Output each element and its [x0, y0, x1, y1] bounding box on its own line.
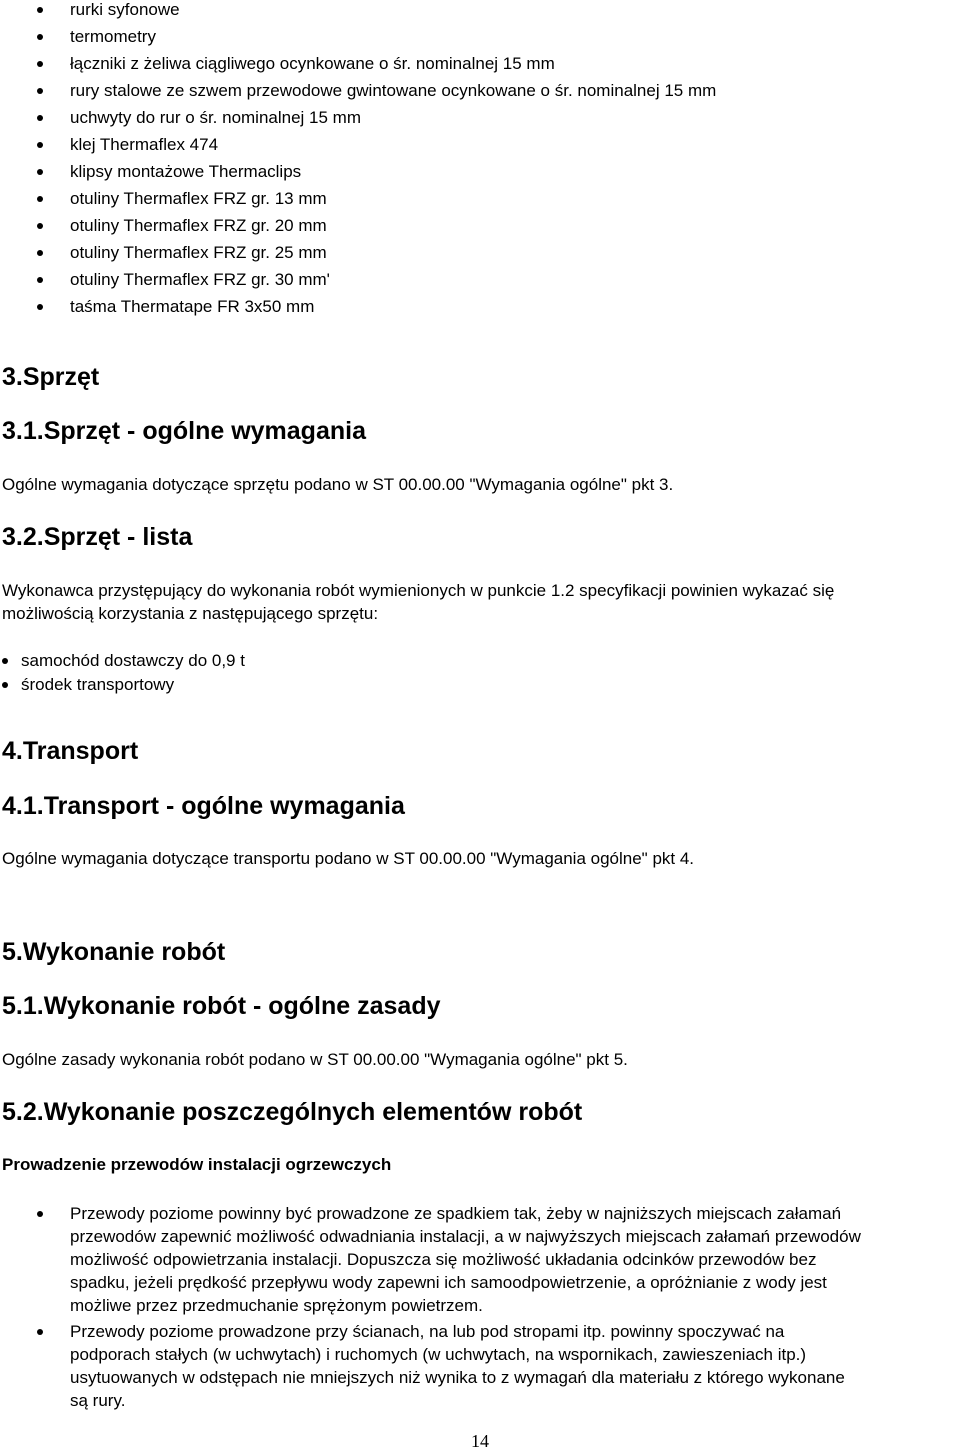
bullet-icon	[37, 277, 43, 283]
section-4-1-text: Ogólne wymagania dotyczące transportu podano w ST 00.00.00 "Wymagania ogólne" pkt 4.	[2, 849, 695, 868]
list-item: klipsy montażowe Thermaclips	[0, 158, 716, 185]
list-item: otuliny Thermaflex FRZ gr. 25 mm	[0, 239, 716, 266]
list-item: taśma Thermatape FR 3x50 mm	[0, 293, 716, 320]
bullet-icon	[37, 169, 43, 175]
bullet-icon	[37, 61, 43, 67]
list-item: rury stalowe ze szwem przewodowe gwintowane ocynkowane o śr. nominalnej 15 mm	[0, 77, 716, 104]
list-item: klej Thermaflex 474	[0, 131, 716, 158]
materials-list	[0, 0, 716, 320]
list-item: otuliny Thermaflex FRZ gr. 20 mm	[0, 212, 716, 239]
section-3-2-text-line1: Wykonawca przystępujący do wykonania robót wymienionych w punkcie 1.2 specyfikacji powinien wykazać się	[2, 581, 835, 600]
section-5-2-heading: 5.2.Wykonanie poszczególnych elementów robót	[2, 1098, 583, 1126]
section-5-1-heading: 5.1.Wykonanie robót - ogólne zasady	[2, 992, 441, 1020]
bullet-icon	[37, 1211, 43, 1217]
list-item: rurki syfonowe	[0, 0, 716, 23]
list-item: uchwyty do rur o śr. nominalnej 15 mm	[0, 104, 716, 131]
bullet-icon	[2, 658, 8, 664]
list-item: samochód dostawczy do 0,9 t	[0, 649, 245, 673]
section-5-1-text: Ogólne zasady wykonania robót podano w ST 00.00.00 "Wymagania ogólne" pkt 5.	[2, 1050, 628, 1069]
bullet-icon	[37, 142, 43, 148]
section-5-heading: 5.Wykonanie robót	[2, 938, 226, 966]
pipes-list	[0, 1202, 960, 1412]
list-item: termometry	[0, 23, 716, 50]
bullet-icon	[37, 304, 43, 310]
section-4-heading: 4.Transport	[2, 737, 139, 765]
bullet-icon	[37, 1329, 43, 1335]
bullet-icon	[37, 250, 43, 256]
list-item: otuliny Thermaflex FRZ gr. 30 mm'	[0, 266, 716, 293]
subheading: Prowadzenie przewodów instalacji ogrzewczych	[2, 1155, 392, 1174]
section-3-2-heading: 3.2.Sprzęt - lista	[2, 523, 193, 551]
bullet-icon	[37, 34, 43, 40]
bullet-icon	[37, 223, 43, 229]
section-4-1-heading: 4.1.Transport - ogólne wymagania	[2, 792, 405, 820]
section-3-1-text: Ogólne wymagania dotyczące sprzętu podano w ST 00.00.00 "Wymagania ogólne" pkt 3.	[2, 475, 674, 494]
page-number: 14	[471, 1431, 489, 1451]
equipment-list	[0, 649, 245, 697]
list-item: otuliny Thermaflex FRZ gr. 13 mm	[0, 185, 716, 212]
section-3-2-text-line2: możliwością korzystania z następującego sprzętu:	[2, 604, 379, 623]
list-item: środek transportowy	[0, 673, 245, 697]
section-3-1-heading: 3.1.Sprzęt - ogólne wymagania	[2, 417, 366, 445]
bullet-icon	[37, 115, 43, 121]
bullet-icon	[37, 7, 43, 13]
bullet-icon	[37, 196, 43, 202]
bullet-icon	[37, 88, 43, 94]
list-item: Przewody poziome powinny być prowadzone ze spadkiem tak, żeby w najniższych miejscach załamań przewodów zapewnić możliwość odwadniania instalacji, a w najwyższych miejscach załamań przewodów możliwość odpowietrzania instalacji. Dopuszcza się możliwość układania odcinków przewodów bez spadku, jeżeli prędkość przepływu wody zapewni ich samoodpowietrzenie, a opróżnianie z wody jest możliwe przez przedmuchanie sprężonym powietrzem.	[0, 1202, 960, 1317]
list-item: łączniki z żeliwa ciągliwego ocynkowane o śr. nominalnej 15 mm	[0, 50, 716, 77]
bullet-icon	[2, 682, 8, 688]
list-item: Przewody poziome prowadzone przy ścianach, na lub pod stropami itp. powinny spoczywać na podporach stałych (w uchwytach) i ruchomych (w uchwytach, na wspornikach, zawieszeniach itp.) usytuowanych w odstępach nie mniejszych niż wynika to z wymagań dla materiału z którego wykonane są rury.	[0, 1320, 960, 1412]
section-3-heading: 3.Sprzęt	[2, 363, 100, 391]
